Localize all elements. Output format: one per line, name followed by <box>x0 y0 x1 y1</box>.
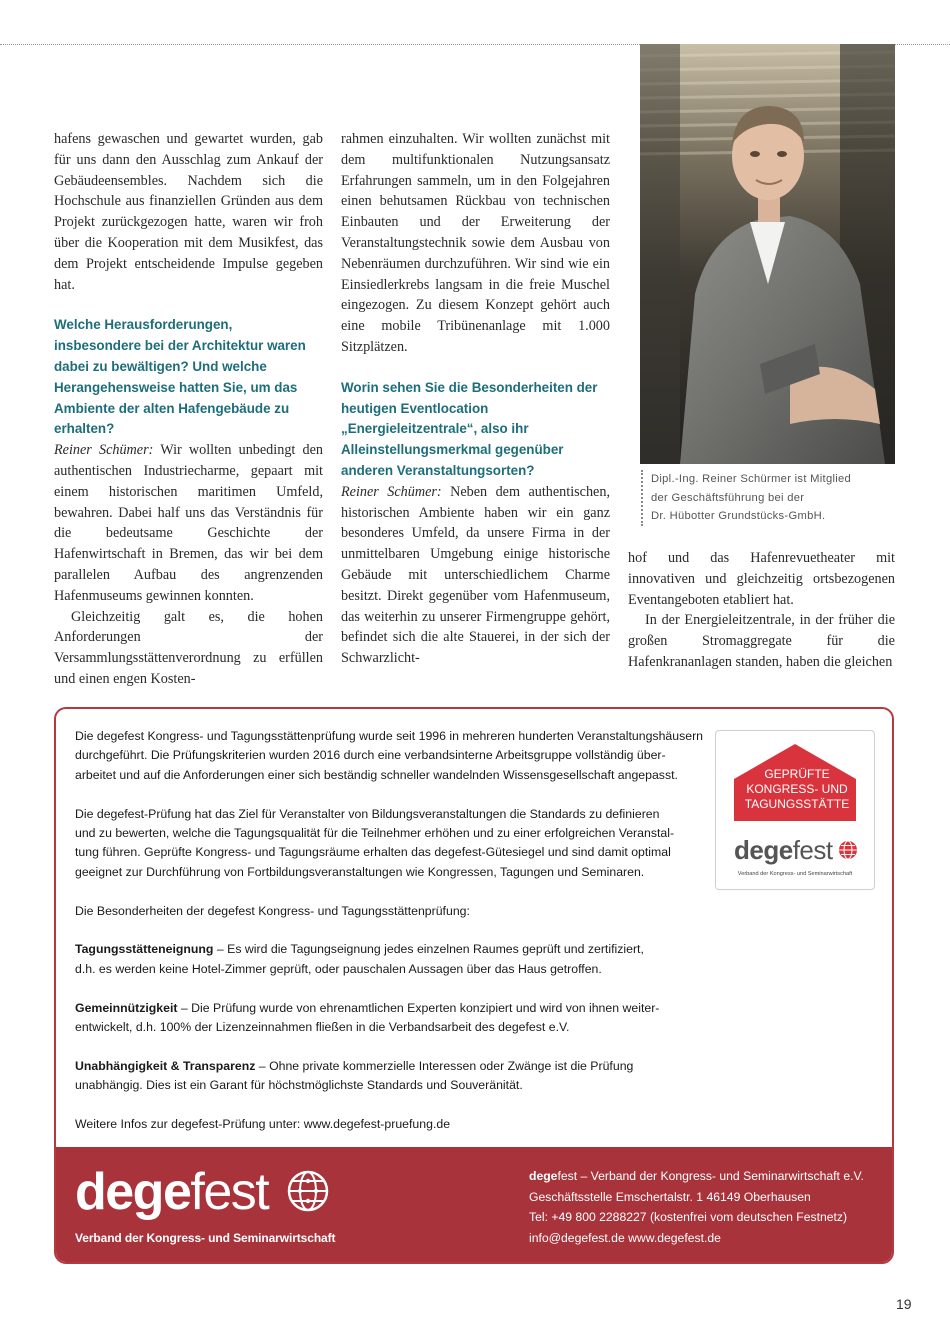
feature-text: – Es wird die Tagungseignung jedes einzelnen Raumes geprüft und zertifiziert, <box>213 942 644 957</box>
degefest-logo <box>75 1162 268 1222</box>
paragraph: rahmen einzuhalten. Wir wollten zunächst mit dem multifunktionalen Nutzungsansatz Erfahrungen sammeln, um in den Folgejahren einen behutsamen Rückbau von technischen Einbauten und der Erweiterung der Veranstaltungstechnik sowie dem Ausbau von Nebenräumen durchzuführen. Wir sind wie ein Einsiedlerkrebs langsam in die freie Muschel eingezogen. Zu diesem Konzept gehört auch eine mobile Tribünenanlage mit 1.000 Sitzplätzen. <box>341 131 610 355</box>
caption-line: Dr. Hübotter Grundstücks-GmbH. <box>651 510 826 522</box>
answer-text: Neben dem authentischen, historischen Ambiente haben wir ein ganz besonderes Umfeld, da unsere Firma in der unmittelbaren Umgebung einige historische Gebäude mit unterschiedlichem Charme besitzt. Direkt gegenüber vom Hafenmuseum, das weiterhin zu unserer Firmengruppe gehört, befindet sich die alte Stauerei, in der sich der Schwarzlicht- <box>341 483 610 667</box>
contact-text: fest – Verband der Kongress- und Seminarwirtschaft e.V. <box>557 1169 864 1183</box>
speaker-name: Reiner Schümer: <box>341 483 442 500</box>
text-line: Die degefest Kongress- und Tagungsstättenprüfung wurde seit 1996 in mehreren hunderten Veranstaltungshäusern <box>75 729 704 743</box>
feature-title: Unabhängigkeit & Transparenz <box>75 1058 256 1073</box>
paragraph: hafens gewaschen und gewartet wurden, gab für uns dann den Ausschlag zum Ankauf der Gebäudeensembles. Nachdem sich die Hochschule aus finanziellen Gründen aus dem Projekt zurückgezogen hatte, waren wir froh über die Kooperation mit dem Musikfest, das dem Projekt entscheidende Impulse gegeben hat. <box>54 131 323 293</box>
seal-subtitle: Verband der Kongress- und Seminarwirtschaft <box>737 871 853 877</box>
paragraph: Gleichzeitig galt es, die hohen Anforderungen der Versammlungsstättenverordnung zu erfüllen und einen engen Kosten- <box>54 608 323 687</box>
feature-text: – Ohne private kommerzielle Interessen oder Zwänge ist die Prüfung <box>255 1058 634 1073</box>
degefest-info-box <box>54 707 894 1264</box>
portrait-illustration <box>640 44 895 464</box>
seal-line: GEPRÜFTE <box>764 767 830 781</box>
logo-thin: fest <box>190 1163 269 1221</box>
text-line: tung führen. Geprüfte Kongress- und Tagungsräume erhalten das degefest-Gütesiegel und sind damit optimal <box>75 845 671 860</box>
text-line: Die degefest-Prüfung hat das Ziel für Veranstalter von Bildungsveranstaltungen die Standards zu definieren <box>75 806 660 821</box>
interview-question: Worin sehen Sie die Besonderheiten der heutigen Eventlocation „Energieleitzentrale“, also ihr Alleinstellungsmerkmal gegenüber anderen Veranstaltungsorten? <box>341 379 598 478</box>
text-line: Die Besonderheiten der degefest Kongress- und Tagungsstättenprüfung: <box>75 903 470 918</box>
answer-text: Wir wollten unbedingt den authentischen Industriecharme, gepaart mit einem historischen maritimen Umfeld, bewahren. Dabei half uns das Verständnis für die bedeutsame Geschichte der Hafenwirtschaft in Bremen, das wir bei dem parallelen Aufbau des angrenzenden Hafenmuseums gewinnen konnten. <box>54 442 323 604</box>
info-paragraph <box>75 902 715 921</box>
logo-thin: fest <box>792 835 833 865</box>
contact-phone[interactable]: Tel: +49 800 2288227 (kostenfrei vom deutschen Festnetz) <box>529 1210 848 1225</box>
seal-line: TAGUNGSSTÄTTE <box>744 797 850 811</box>
quality-seal <box>715 730 875 890</box>
caption-line: der Geschäftsführung bei der <box>651 491 805 504</box>
more-info-link[interactable]: Weitere Infos zur degefest-Prüfung unter: www.degefest-pruefung.de <box>75 1117 451 1132</box>
article-column-2 <box>341 129 610 669</box>
caption-line: Dipl.-Ing. Reiner Schürmer ist Mitglied <box>651 473 852 485</box>
text-line: und zu bewerten, welche die Tagungsqualität für die Teilnehmer erhöhen und zu einer erfolgreichen Veranstal- <box>75 826 675 841</box>
seal-line: KONGRESS- UND <box>746 782 848 796</box>
feature-text: d.h. es werden keine Hotel-Zimmer geprüft, oder pauschalen Aussagen über das Haus getroffen. <box>75 961 602 976</box>
contact-address: Geschäftsstelle Emschertalstr. 1 46149 Oberhausen <box>529 1189 811 1204</box>
feature-text: unabhängig. Dies ist ein Garant für höchstmöglichste Standards und Souveränität. <box>75 1078 523 1093</box>
info-paragraph <box>75 727 715 785</box>
page-number: 19 <box>896 1296 912 1312</box>
feature-item <box>75 1057 715 1096</box>
degefest-footer-band <box>56 1147 894 1264</box>
contact-bold: dege <box>529 1169 558 1183</box>
info-paragraph <box>75 805 715 883</box>
feature-title: Gemeinnützigkeit <box>75 1000 178 1015</box>
logo-subtitle: Verband der Kongress- und Seminarwirtschaft <box>75 1231 336 1245</box>
text-line: arbeitet und auf die Anforderungen einer sich beständig schneller wandelnden Wissensgesellschaft angepasst. <box>75 767 678 782</box>
feature-text: entwickelt, d.h. 100% der Lizenzeinnahmen fließen in die Verbandsarbeit des degefest e.V. <box>75 1020 570 1035</box>
feature-text: – Die Prüfung wurde von ehrenamtlichen Experten konzipiert und wird von ihnen weiter- <box>177 1000 660 1015</box>
portrait-photo <box>640 44 895 464</box>
contact-line <box>529 1166 889 1187</box>
article-column-3 <box>628 548 895 673</box>
text-line: geeignet zur Durchführung von Fortbildungsveranstaltungen wie Kongressen, Tagungen und Seminaren. <box>75 864 645 879</box>
answer-paragraph <box>341 482 610 669</box>
globe-icon <box>838 840 858 860</box>
contact-email-web[interactable]: info@degefest.de www.degefest.de <box>529 1231 721 1246</box>
speaker-name: Reiner Schümer: <box>54 442 154 459</box>
article-column-1 <box>54 129 323 690</box>
logo-bold: dege <box>75 1163 191 1221</box>
feature-item <box>75 999 715 1038</box>
globe-icon <box>286 1169 330 1213</box>
seal-logo-word <box>734 835 833 866</box>
text-line: durchgeführt. Die Prüfungskriterien wurden 2016 durch eine verbandsinterne Arbeitsgruppe vollständig über- <box>75 748 666 763</box>
logo-bold: dege <box>734 835 793 865</box>
paragraph: In der Energieleitzentrale, in der früher die großen Stromaggregate für die Hafenkrananlagen standen, haben die gleichen <box>628 612 895 670</box>
paragraph: hof und das Hafenrevuetheater mit innovativen und gleichzeitig ortsbezogenen Eventangeboten etabliert hat. <box>628 550 895 608</box>
feature-item <box>75 940 715 979</box>
contact-block <box>529 1166 889 1249</box>
info-text <box>75 727 715 1154</box>
info-paragraph <box>75 1115 715 1134</box>
answer-paragraph <box>54 440 323 606</box>
photo-caption <box>641 470 906 526</box>
feature-title: Tagungsstätteneignung <box>75 942 214 957</box>
seal-label <box>736 767 858 812</box>
interview-question: Welche Herausforderungen, insbesondere bei der Architektur waren dabei zu bewältigen? Und welche Herangehensweise hatten Sie, um das Ambiente der alten Hafengebäude zu erhalten? <box>54 317 306 437</box>
